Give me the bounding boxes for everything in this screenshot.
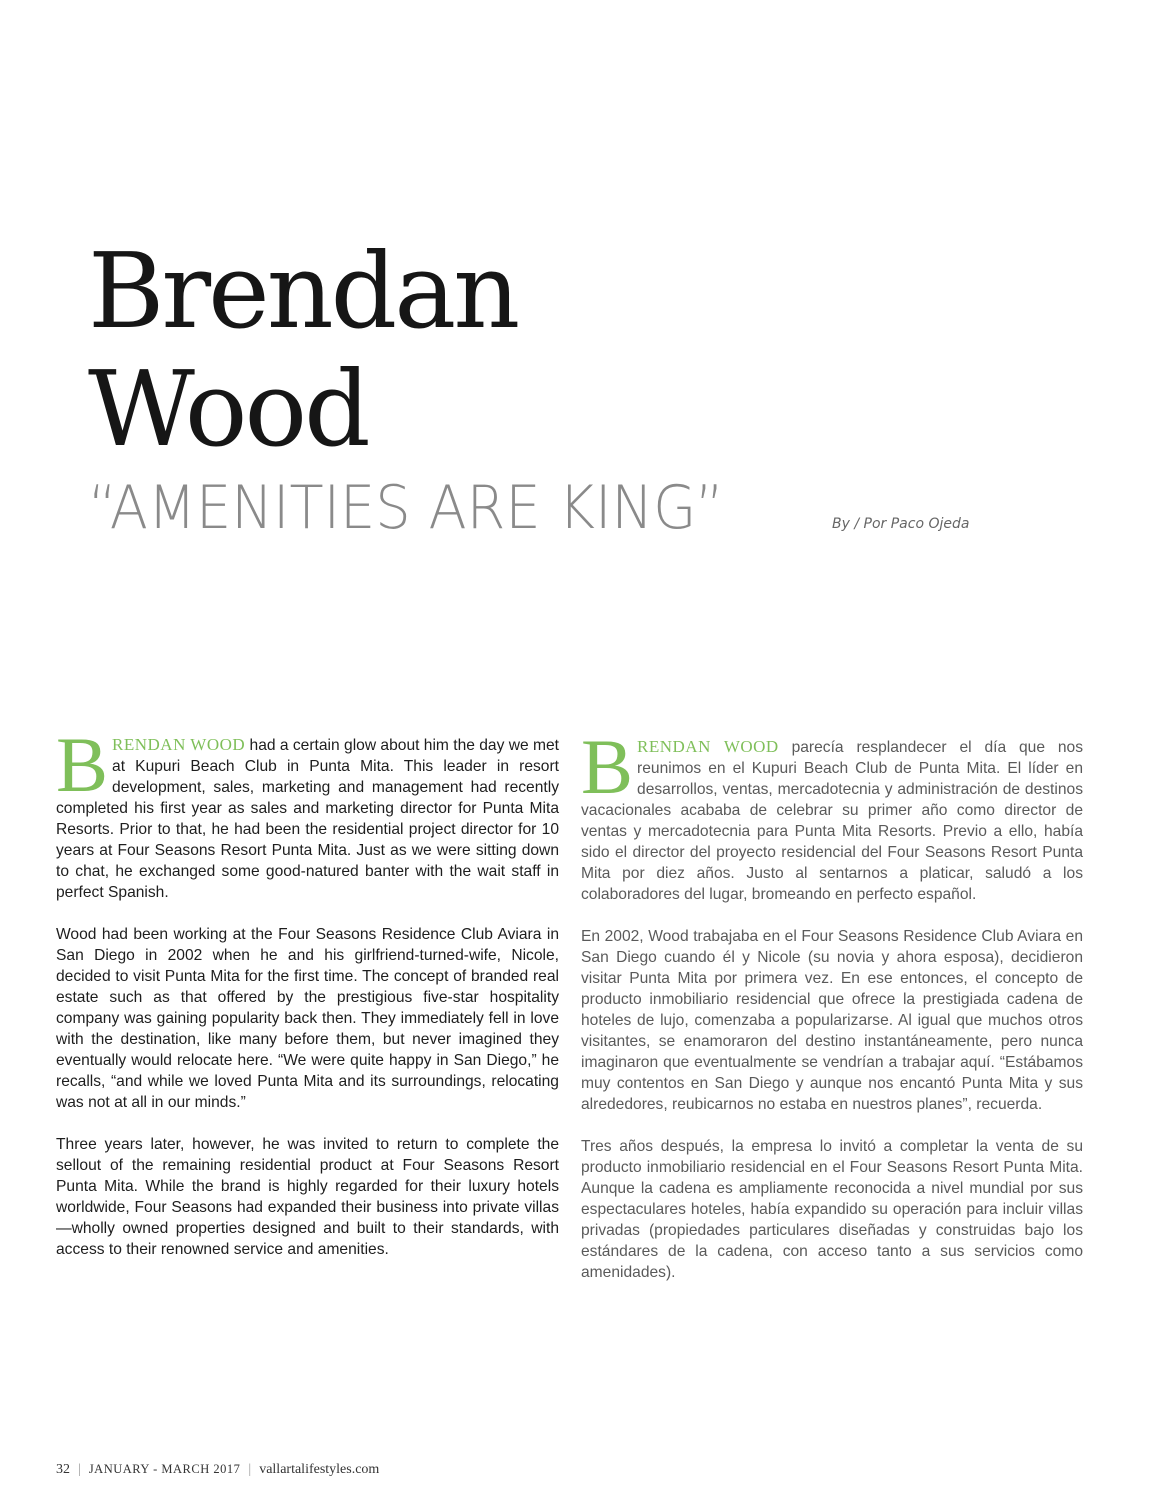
- page-number: 32: [56, 1462, 70, 1477]
- spanish-dropcap: B: [581, 723, 634, 810]
- issue-date: JANUARY - MARCH 2017: [88, 1462, 241, 1476]
- article-title: [88, 232, 517, 468]
- english-paragraph-3: Three years later, however, he was invited to return to complete the sellout of the remaining residential product at Four Seasons Resort Punta Mita. While the brand is highly regarded for their luxury hotels worldwide, Four Seasons had expanded their business into private villas—wholly owned properties designed and built to their standards, with access to their renowned service and amenities.: [56, 1136, 559, 1258]
- title-line-first-name: Brendan: [88, 230, 518, 352]
- spanish-leadin: RENDAN WOOD: [637, 737, 779, 756]
- spanish-paragraph-3: Tres años después, la empresa lo invitó a completar la venta de su producto inmobiliario residencial en el Four Seasons Resort Punta Mita. Aunque la cadena es ampliamente reconocida a nivel mundial por sus espectaculares hoteles, había expandido su operación para incluir villas privadas (propiedades particulares diseñadas y construidas bajo los estándares de la cadena, con acceso tanto a sus servicios como amenidades).: [581, 1138, 1083, 1281]
- english-paragraph-2: Wood had been working at the Four Seasons Residence Club Aviara in San Diego in 2002 when he and his girlfriend-turned-wife, Nicole, decided to visit Punta Mita for the first time. The concept of branded real estate such as that offered by the prestigious five-star hospitality company was gaining popularity back then. They immediately fell in love with the destination, like many before them, but never imagined they eventually would relocate here. “We were quite happy in San Diego,” he recalls, “and while we loved Punta Mita and its surroundings, relocating was not at all in our minds.”: [56, 926, 559, 1111]
- article-subtitle: “AMENITIES ARE KING”: [88, 473, 725, 543]
- page-footer: [56, 1462, 379, 1478]
- title-line-last-name: Wood: [88, 348, 368, 470]
- footer-separator: |: [78, 1462, 81, 1477]
- spanish-column: [581, 723, 1083, 1304]
- byline: By / Por Paco Ojeda: [832, 516, 970, 532]
- website-link[interactable]: vallartalifestyles.com: [259, 1462, 380, 1477]
- english-paragraph-1: [56, 721, 559, 903]
- spanish-paragraph-1: [581, 723, 1083, 905]
- footer-separator: |: [248, 1462, 252, 1477]
- english-column: [56, 721, 559, 1281]
- spanish-paragraph-1-text: parecía resplandecer el día que nos reunimos en el Kupuri Beach Club de Punta Mita. El líder en desarrollos, ventas, mercadotecnia y administración de destinos vacacionales acababa de celebrar su primer año como director de ventas y mercadotecnia para Punta Mita Resorts. Previo a ello, había sido el director del proyecto residencial del Four Seasons Resort Punta Mita por diez años. Justo al sentarnos a platicar, saludó a los colaboradores del lugar, bromeando en perfecto español.: [581, 739, 1083, 903]
- english-leadin: RENDAN WOOD: [112, 735, 246, 754]
- spanish-paragraph-2: En 2002, Wood trabajaba en el Four Seasons Residence Club Aviara en San Diego cuando él y Nicole (su novia y ahora esposa), decidieron visitar Punta Mita por primera vez. En ese entonces, el concepto de producto inmobiliario residencial que ofrece la prestigiada cadena de hoteles de lujo, comenzaba a popularizarse. Al igual que muchos otros visitantes, se enamoraron del destino instantáneamente, pero nunca imaginaron que eventualmente se vendrían a trabajar aquí. “Estábamos muy contentos en San Diego y aunque nos encantó Punta Mita y sus alrededores, reubicarnos no estaba en nuestros planes”, recuerda.: [581, 928, 1083, 1113]
- english-dropcap: B: [56, 721, 109, 808]
- english-paragraph-1-text: had a certain glow about him the day we met at Kupuri Beach Club in Punta Mita. This leader in resort development, sales, marketing and management had recently completed his first year as sales and marketing director for Punta Mita Resorts. Prior to that, he had been the residential project director for 10 years at Four Seasons Resort Punta Mita. Just as we were sitting down to chat, he exchanged some good-natured banter with the wait staff in perfect Spanish.: [56, 737, 559, 901]
